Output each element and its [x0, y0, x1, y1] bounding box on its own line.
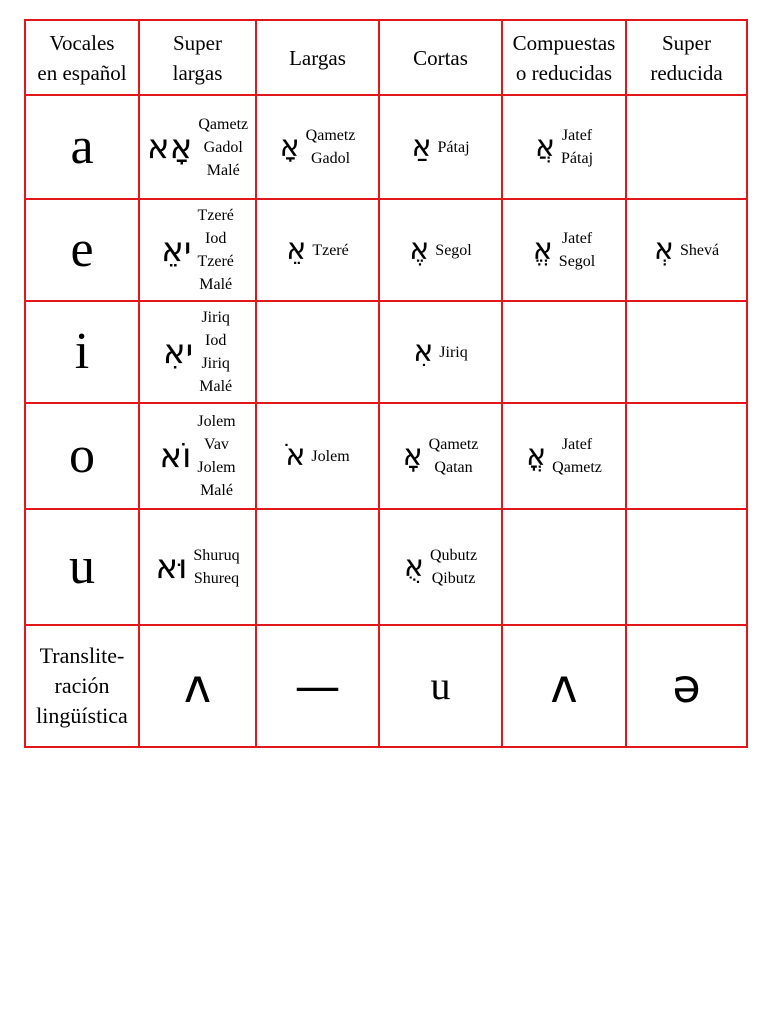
hebrew-glyph: אׇ	[402, 438, 423, 473]
super-largas-cell	[139, 301, 256, 403]
hebrew-glyph: וּא	[155, 547, 188, 587]
vowel-row-o	[25, 403, 747, 509]
vowel-label: Jatef Segol	[558, 230, 596, 270]
cortas-cell	[379, 95, 502, 199]
super-reducida-cell	[626, 403, 747, 509]
vowel-label: Jolem	[311, 447, 350, 465]
super-largas-cell	[139, 95, 256, 199]
transliteration-largas	[256, 625, 379, 747]
vowel-label: Shevá	[679, 241, 720, 259]
vowel-label: Qubutz Qibutz	[429, 547, 478, 587]
header-cortas	[379, 20, 502, 95]
hebrew-glyph: אֹ	[285, 438, 306, 473]
compuestas-cell	[502, 199, 626, 301]
super-largas-cell	[139, 199, 256, 301]
header-super-largas	[139, 20, 256, 95]
transliteration-symbol: —	[294, 659, 341, 713]
header-compuestas-text: Compuestas o reducidas	[512, 30, 616, 85]
hebrew-glyph: אִ	[413, 334, 434, 369]
hebrew-vowels-table	[24, 19, 748, 748]
hebrew-glyph: אֵ	[286, 232, 307, 267]
header-row	[25, 20, 747, 95]
vowel-cell: i	[25, 301, 139, 403]
transliteration-symbol: u	[430, 663, 451, 708]
cortas-cell	[379, 509, 502, 625]
vowel-label: Qametz Qatan	[428, 436, 479, 476]
transliteration-label	[25, 625, 139, 747]
vowel-label: Jiriq Iod Jiriq Malé	[199, 309, 233, 395]
transliteration-super-largas	[139, 625, 256, 747]
vowel-label: Qametz Gadol	[305, 127, 356, 167]
vowel-row-a	[25, 95, 747, 199]
header-vocales	[25, 20, 139, 95]
vowel-label: Pátaj	[437, 138, 470, 156]
header-largas-text: Largas	[289, 45, 346, 70]
vowel-cell: u	[25, 509, 139, 625]
vowel-label: Tzeré Iod Tzeré Malé	[197, 207, 234, 293]
vowel-label: Tzeré	[312, 241, 349, 259]
largas-cell	[256, 199, 379, 301]
vowel-cell: e	[25, 199, 139, 301]
vowel-cell: a	[25, 95, 139, 199]
hebrew-glyph: אֶ	[409, 232, 430, 267]
header-vocales-text: Vocales en español	[37, 30, 127, 85]
hebrew-glyph: וֹא	[159, 436, 192, 476]
vowel-cell: o	[25, 403, 139, 509]
super-reducida-cell	[626, 301, 747, 403]
transliteration-cortas	[379, 625, 502, 747]
transliteration-compuestas	[502, 625, 626, 747]
vowel-row-i	[25, 301, 747, 403]
hebrew-glyph: יאֵ	[161, 230, 192, 270]
cortas-cell	[379, 199, 502, 301]
hebrew-glyph: יאִ	[162, 332, 194, 372]
vowel-label: Jolem Vav Jolem Malé	[197, 413, 236, 499]
header-cortas-text: Cortas	[413, 45, 468, 70]
largas-cell	[256, 403, 379, 509]
header-largas	[256, 20, 379, 95]
transliteration-symbol: ʌ	[183, 659, 212, 713]
compuestas-cell	[502, 509, 626, 625]
largas-cell	[256, 509, 379, 625]
vowel-label: Jatef Pátaj	[561, 127, 594, 167]
super-reducida-cell	[626, 509, 747, 625]
compuestas-cell	[502, 95, 626, 199]
super-reducida-cell	[626, 199, 747, 301]
hebrew-glyph: אֲ	[534, 129, 556, 164]
vowel-label: Qametz Gadol Malé	[198, 115, 249, 179]
super-largas-cell	[139, 509, 256, 625]
vowel-label: Jiriq	[439, 343, 468, 361]
vowel-row-u	[25, 509, 747, 625]
hebrew-glyph: אָא	[146, 127, 193, 167]
vowel-label: Segol	[435, 241, 472, 259]
hebrew-glyph: אֳ	[526, 438, 547, 473]
hebrew-glyph: אָ	[279, 129, 300, 164]
vowel-label: Shuruq Shureq	[193, 547, 240, 587]
cortas-cell	[379, 403, 502, 509]
header-compuestas	[502, 20, 626, 95]
super-largas-cell	[139, 403, 256, 509]
vowel-label: Jatef Qametz	[552, 436, 602, 476]
hebrew-glyph: אֱ	[532, 232, 553, 267]
largas-cell	[256, 95, 379, 199]
hebrew-glyph: אַ	[411, 129, 432, 164]
hebrew-glyph: אֻ	[403, 549, 424, 584]
header-super-largas-text: Super largas	[172, 30, 223, 85]
transliteration-super-reducida	[626, 625, 747, 747]
cortas-cell	[379, 301, 502, 403]
header-super-reducida-text: Super reducida	[650, 30, 723, 85]
transliteration-symbol: ʌ	[550, 659, 578, 713]
super-reducida-cell	[626, 95, 747, 199]
compuestas-cell	[502, 403, 626, 509]
transliteration-symbol: ə	[672, 659, 701, 713]
hebrew-glyph: אְ	[653, 232, 674, 267]
header-super-reducida	[626, 20, 747, 95]
compuestas-cell	[502, 301, 626, 403]
largas-cell	[256, 301, 379, 403]
transliteration-label-text: Translite- ración lingüística	[36, 643, 128, 728]
vowel-row-e	[25, 199, 747, 301]
transliteration-row	[25, 625, 747, 747]
